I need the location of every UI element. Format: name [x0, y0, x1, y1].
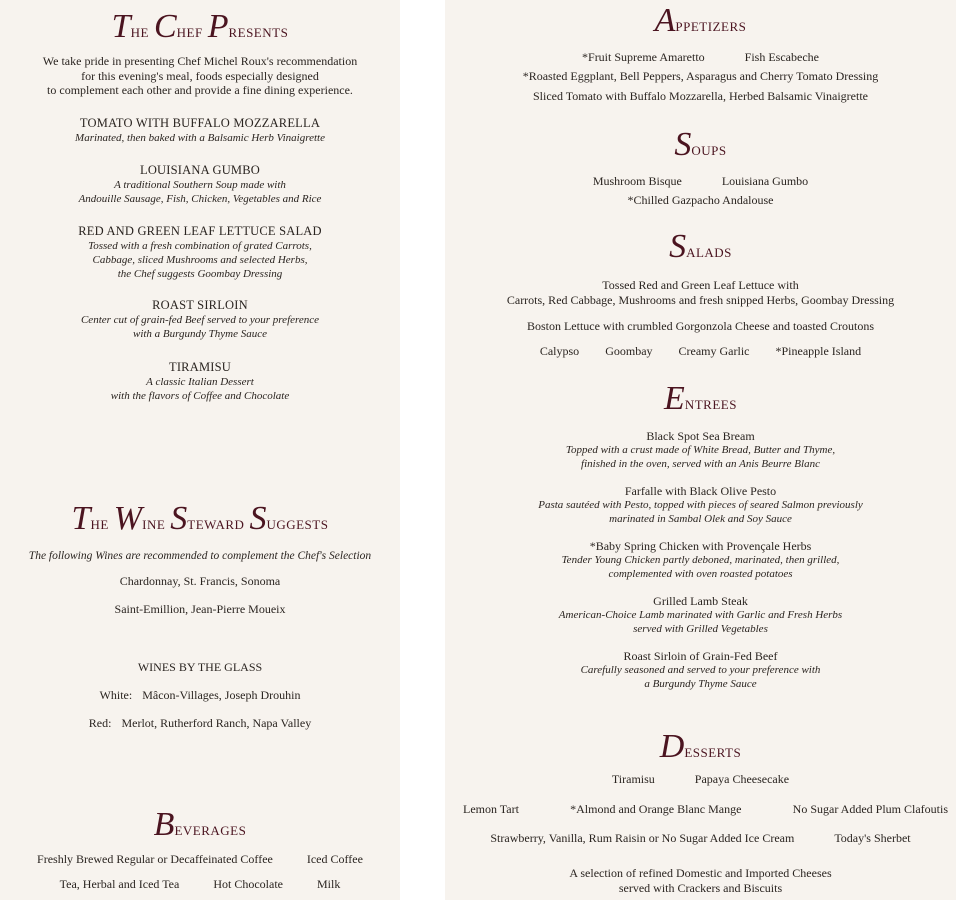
white-wine-row: [0, 688, 400, 703]
course-item: TIRAMISU A classic Italian Dessert with the flavors of Coffee and Chocolate: [0, 360, 400, 403]
chef-intro: We take pride in presenting Chef Michel Roux's recommendation for this evening's meal, foods especially designed to complement each other and provide a fine dining experience.: [42, 54, 358, 97]
wine-intro: The following Wines are recommended to complement the Chef's Selection: [28, 550, 372, 562]
course-item: ROAST SIRLOIN Center cut of grain-fed Beef served to your preference with a Burgundy Thyme Sauce: [0, 298, 400, 341]
red-wine: Merlot, Rutherford Ranch, Napa Valley: [121, 716, 312, 730]
course-name: TOMATO WITH BUFFALO MOZZARELLA: [79, 116, 321, 130]
dressing-item: *Pineapple Island: [775, 344, 862, 358]
chef-menu-panel: [0, 0, 400, 900]
wines-by-glass-title: WINES BY THE GLASS: [137, 660, 263, 674]
course-item: LOUISIANA GUMBO A traditional Southern Soup made with Andouille Sausage, Fish, Chicken, Vegetables and Rice: [0, 163, 400, 206]
soup-item: Mushroom Bisque: [592, 174, 682, 188]
course-name: RED AND GREEN LEAF LETTUCE SALAD: [78, 224, 322, 238]
beverage-item: Iced Coffee: [306, 852, 363, 866]
beverage-item: Hot Chocolate: [213, 877, 283, 891]
dressing-item: Calypso: [539, 344, 580, 358]
entree-name: Farfalle with Black Olive Pesto: [624, 484, 777, 498]
dessert-item: Lemon Tart: [463, 802, 519, 816]
beverage-item: Milk: [317, 877, 341, 891]
desserts-heading: Desserts: [659, 728, 742, 765]
salad-item: Tossed Red and Green Leaf Lettuce with Carrots, Red Cabbage, Mushrooms and fresh snipped Herbs, Goombay Dressing: [506, 278, 895, 307]
appetizers-heading: Appetizers: [654, 2, 747, 39]
dessert-item: Today's Sherbet: [834, 831, 911, 845]
appetizer-item: *Roasted Eggplant, Bell Peppers, Asparagus and Cherry Tomato Dressing: [522, 69, 879, 83]
dessert-item: Tiramisu: [611, 772, 655, 786]
appetizer-item: Sliced Tomato with Buffalo Mozzarella, Herbed Balsamic Vinaigrette: [532, 89, 868, 103]
dressing-row: [445, 344, 956, 359]
dressing-item: Goombay: [605, 344, 653, 358]
chef-presents-heading: The Chef Presents: [111, 8, 289, 45]
dessert-item: Papaya Cheesecake: [694, 772, 790, 786]
appetizer-item: *Fruit Supreme Amaretto: [582, 50, 705, 64]
entree-item: *Baby Spring Chicken with Provençale Herbs Tender Young Chicken partly deboned, marinated, then grilled, complemented with oven roasted potatoes: [445, 539, 956, 581]
white-wine: Mâcon-Villages, Joseph Drouhin: [142, 688, 301, 702]
red-wine-row: [0, 716, 400, 731]
soup-item: *Chilled Gazpacho Andalouse: [627, 193, 774, 207]
wine-item: Saint-Emillion, Jean-Pierre Moueix: [114, 602, 286, 616]
beverages-row: [0, 877, 400, 892]
beverage-item: Tea, Herbal and Iced Tea: [59, 877, 180, 891]
entree-name: Grilled Lamb Steak: [653, 594, 748, 608]
entree-name: Roast Sirloin of Grain-Fed Beef: [623, 649, 778, 663]
course-name: LOUISIANA GUMBO: [139, 163, 261, 177]
entree-item: Roast Sirloin of Grain-Fed Beef Carefully seasoned and served to your preference with a Burgundy Thyme Sauce: [445, 649, 956, 691]
entree-item: Grilled Lamb Steak American-Choice Lamb marinated with Garlic and Fresh Herbs served with Grilled Vegetables: [445, 594, 956, 636]
entree-name: Black Spot Sea Bream: [646, 429, 755, 443]
appetizer-row: [445, 50, 956, 65]
red-label: Red:: [88, 716, 112, 730]
dressing-item: Creamy Garlic: [678, 344, 750, 358]
dessert-row: [445, 802, 956, 817]
salads-heading: Salads: [669, 228, 732, 265]
entrees-heading: Entrees: [664, 380, 737, 417]
dessert-row: [445, 772, 956, 787]
entree-name: *Baby Spring Chicken with Provençale Herbs: [589, 539, 812, 553]
wine-item: Chardonnay, St. Francis, Sonoma: [119, 574, 281, 588]
wine-steward-heading: The Wine Steward Suggests: [71, 500, 329, 537]
white-label: White:: [99, 688, 133, 702]
dessert-row: [445, 831, 956, 846]
cheese-selection: A selection of refined Domestic and Imported Cheeses served with Crackers and Biscuits: [569, 866, 832, 895]
salad-item: Boston Lettuce with crumbled Gorgonzola Cheese and toasted Croutons: [526, 319, 875, 333]
beverages-heading: Beverages: [153, 806, 247, 843]
beverages-row: [0, 852, 400, 867]
dinner-menu-panel: [445, 0, 956, 900]
appetizer-item: Fish Escabeche: [744, 50, 819, 64]
course-name: ROAST SIRLOIN: [152, 298, 248, 312]
dessert-item: No Sugar Added Plum Clafoutis: [792, 802, 948, 816]
entree-item: Black Spot Sea Bream Topped with a crust made of White Bread, Butter and Thyme, finished in the oven, served with an Anis Beurre Blanc: [445, 429, 956, 471]
course-item: RED AND GREEN LEAF LETTUCE SALAD Tossed with a fresh combination of grated Carrots, Cabbage, sliced Mushrooms and selected Herbs, the Chef suggests Goombay Dressing: [0, 224, 400, 281]
course-name: TIRAMISU: [168, 360, 232, 374]
course-item: TOMATO WITH BUFFALO MOZZARELLA Marinated, then baked with a Balsamic Herb Vinaigrette: [0, 116, 400, 145]
soups-heading: Soups: [674, 126, 727, 163]
beverage-item: Freshly Brewed Regular or Decaffeinated Coffee: [37, 852, 273, 866]
soup-row: [445, 174, 956, 189]
dessert-item: Strawberry, Vanilla, Rum Raisin or No Sugar Added Ice Cream: [490, 831, 795, 845]
entree-item: Farfalle with Black Olive Pesto Pasta sautéed with Pesto, topped with pieces of seared Salmon previously marinated in Sambal Olek and Soy Sauce: [445, 484, 956, 526]
dessert-item: *Almond and Orange Blanc Mange: [570, 802, 742, 816]
soup-item: Louisiana Gumbo: [721, 174, 809, 188]
